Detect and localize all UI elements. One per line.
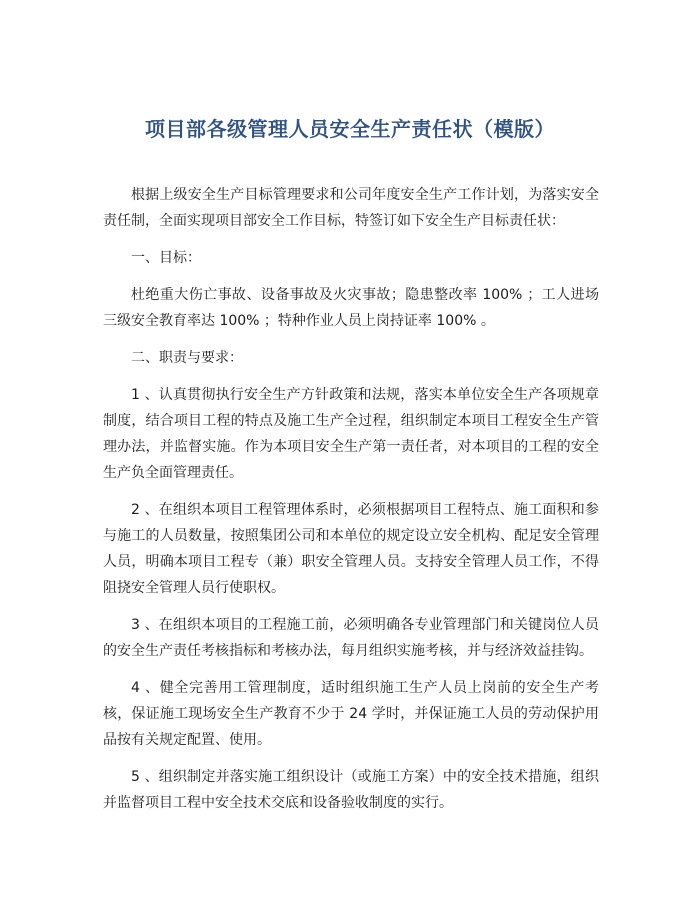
duty-item-5: 5 、组织制定并落实施工组织设计（或施工方案）中的安全技术措施，组织并监督项目工程中安全技术交底和设备验收制度的实行。 — [103, 769, 599, 811]
duty-item-3: 3 、在组织本项目的工程施工前，必须明确各专业管理部门和关键岗位人员的安全生产责任考核指标和考核办法，每月组织实施考核，并与经济效益挂钩。 — [103, 617, 599, 659]
document-body — [103, 182, 599, 827]
document-title: 项目部各级管理人员安全生产责任状（模版） — [145, 117, 555, 141]
intro-paragraph: 根据上级安全生产目标管理要求和公司年度安全生产工作计划，为落实安全责任制，全面实现项目部安全工作目标，特签订如下安全生产目标责任状： — [103, 187, 599, 229]
duty-item-4: 4 、健全完善用工管理制度，适时组织施工生产人员上岗前的安全生产考核，保证施工现场安全生产教育不少于 24 学时，并保证施工人员的劳动保护用品按有关规定配置、使用。 — [103, 680, 599, 748]
duty-item-1: 1 、认真贯彻执行安全生产方针政策和法规，落实本单位安全生产各项规章制度，结合项目工程的特点及施工生产全过程，组织制定本项目工程安全生产管理办法，并监督实施。作为本项目安全生产第一责任者，对本项目的工程的安全生产负全面管理责任。 — [103, 387, 599, 481]
duty-item-2: 2 、在组织本项目工程管理体系时，必须根据项目工程特点、施工面积和参与施工的人员数量，按照集团公司和本单位的规定设立安全机构、配足安全管理人员，明确本项目工程专（兼）职安全管理人员。支持安全管理人员工作，不得阻挠安全管理人员行使职权。 — [103, 502, 599, 596]
goals-paragraph: 杜绝重大伤亡事故、设备事故及火灾事故；隐患整改率 100% ；工人进场三级安全教育率达 100% ；特种作业人员上岗持证率 100% 。 — [103, 287, 599, 329]
section-heading-duties: 二、职责与要求： — [131, 350, 243, 366]
section-heading-goals: 一、目标： — [131, 250, 201, 266]
